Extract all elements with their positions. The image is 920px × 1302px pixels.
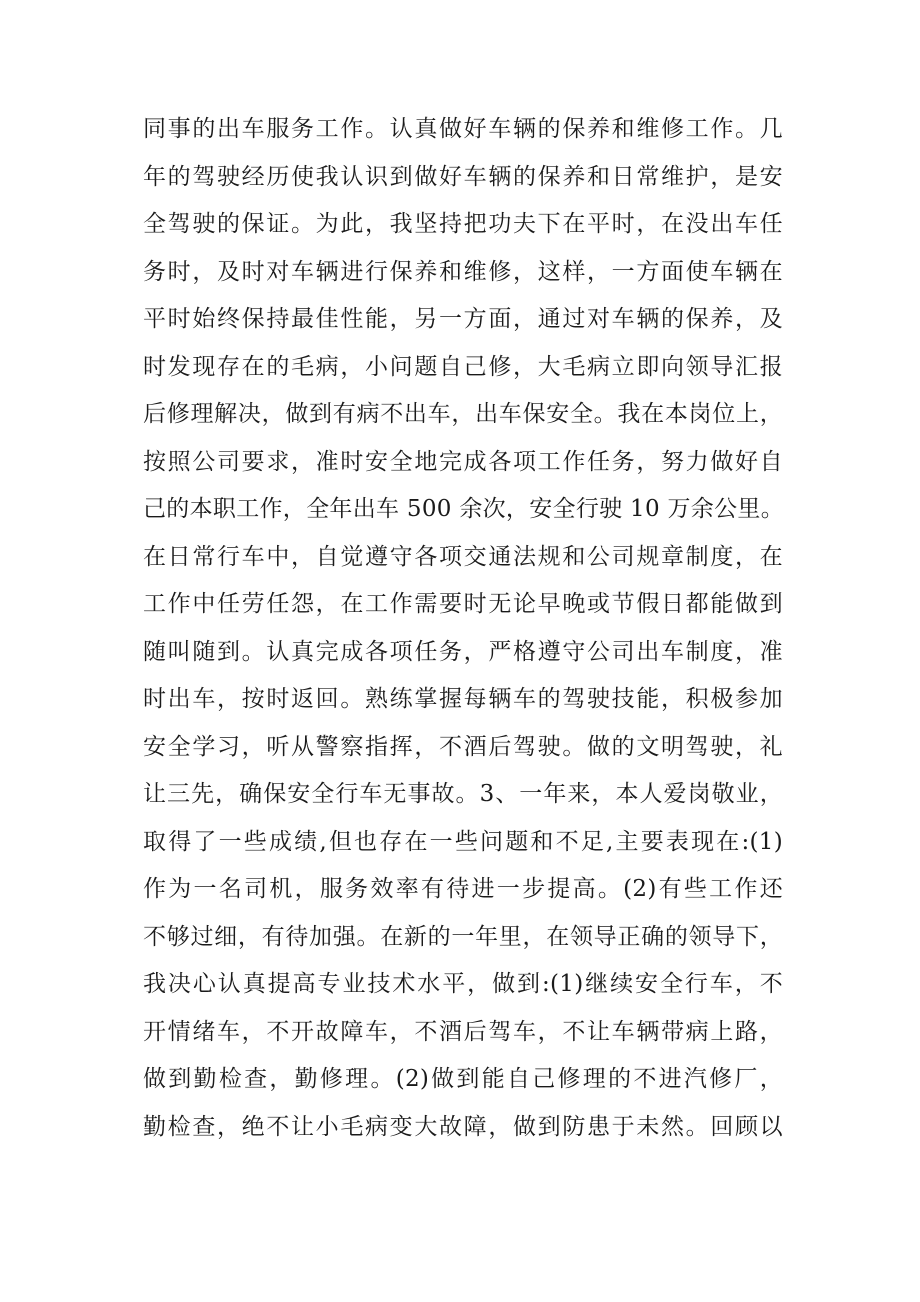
text-line: 后修理解决，做到有病不出车，出车保安全。我在本岗位上，	[143, 401, 783, 427]
text-line: 开情绪车，不开故障车，不酒后驾车，不让车辆带病上路，	[143, 1018, 783, 1045]
text-line: 不够过细，有待加强。在新的一年里，在领导正确的领导下，	[143, 923, 783, 950]
text-line: 我决心认真提高专业技术水平，做到:(1)继续安全行车，不	[143, 971, 783, 997]
text-line: 全驾驶的保证。为此，我坚持把功夫下在平时，在没出车任	[143, 211, 783, 237]
body-paragraph	[143, 106, 783, 1151]
text-line: 时出车，按时返回。熟练掌握每辆车的驾驶技能，积极参加	[143, 686, 783, 712]
text-line: 随叫随到。认真完成各项任务，严格遵守公司出车制度，准	[143, 638, 783, 665]
text-line: 做到勤检查，勤修理。(2)做到能自己修理的不进汽修厂，	[143, 1066, 783, 1092]
text-line: 让三先，确保安全行车无事故。3、一年来，本人爱岗敬业，	[143, 781, 783, 807]
text-line: 时发现存在的毛病，小问题自己修，大毛病立即向领导汇报	[143, 353, 783, 380]
text-line: 勤检查，绝不让小毛病变大故障，做到防患于未然。回顾以	[143, 1113, 783, 1140]
text-line: 工作中任劳任怨，在工作需要时无论早晚或节假日都能做到	[143, 591, 783, 617]
text-line: 在日常行车中，自觉遵守各项交通法规和公司规章制度，在	[143, 543, 783, 570]
text-line: 己的本职工作，全年出车 500 余次，安全行驶 10 万余公里。	[143, 496, 785, 522]
text-line: 按照公司要求，准时安全地完成各项工作任务，努力做好自	[143, 448, 783, 475]
text-line: 年的驾驶经历使我认识到做好车辆的保养和日常维护，是安	[143, 163, 783, 190]
text-line: 务时，及时对车辆进行保养和维修，这样，一方面使车辆在	[143, 258, 783, 285]
text-line: 作为一名司机，服务效率有待进一步提高。(2)有些工作还	[143, 876, 783, 902]
text-line: 同事的出车服务工作。认真做好车辆的保养和维修工作。几	[143, 116, 783, 142]
text-line: 平时始终保持最佳性能，另一方面，通过对车辆的保养，及	[143, 306, 783, 332]
text-line: 取得了一些成绩,但也存在一些问题和不足,主要表现在:(1)	[143, 828, 783, 855]
text-line: 安全学习，听从警察指挥，不酒后驾驶。做的文明驾驶，礼	[143, 733, 783, 760]
